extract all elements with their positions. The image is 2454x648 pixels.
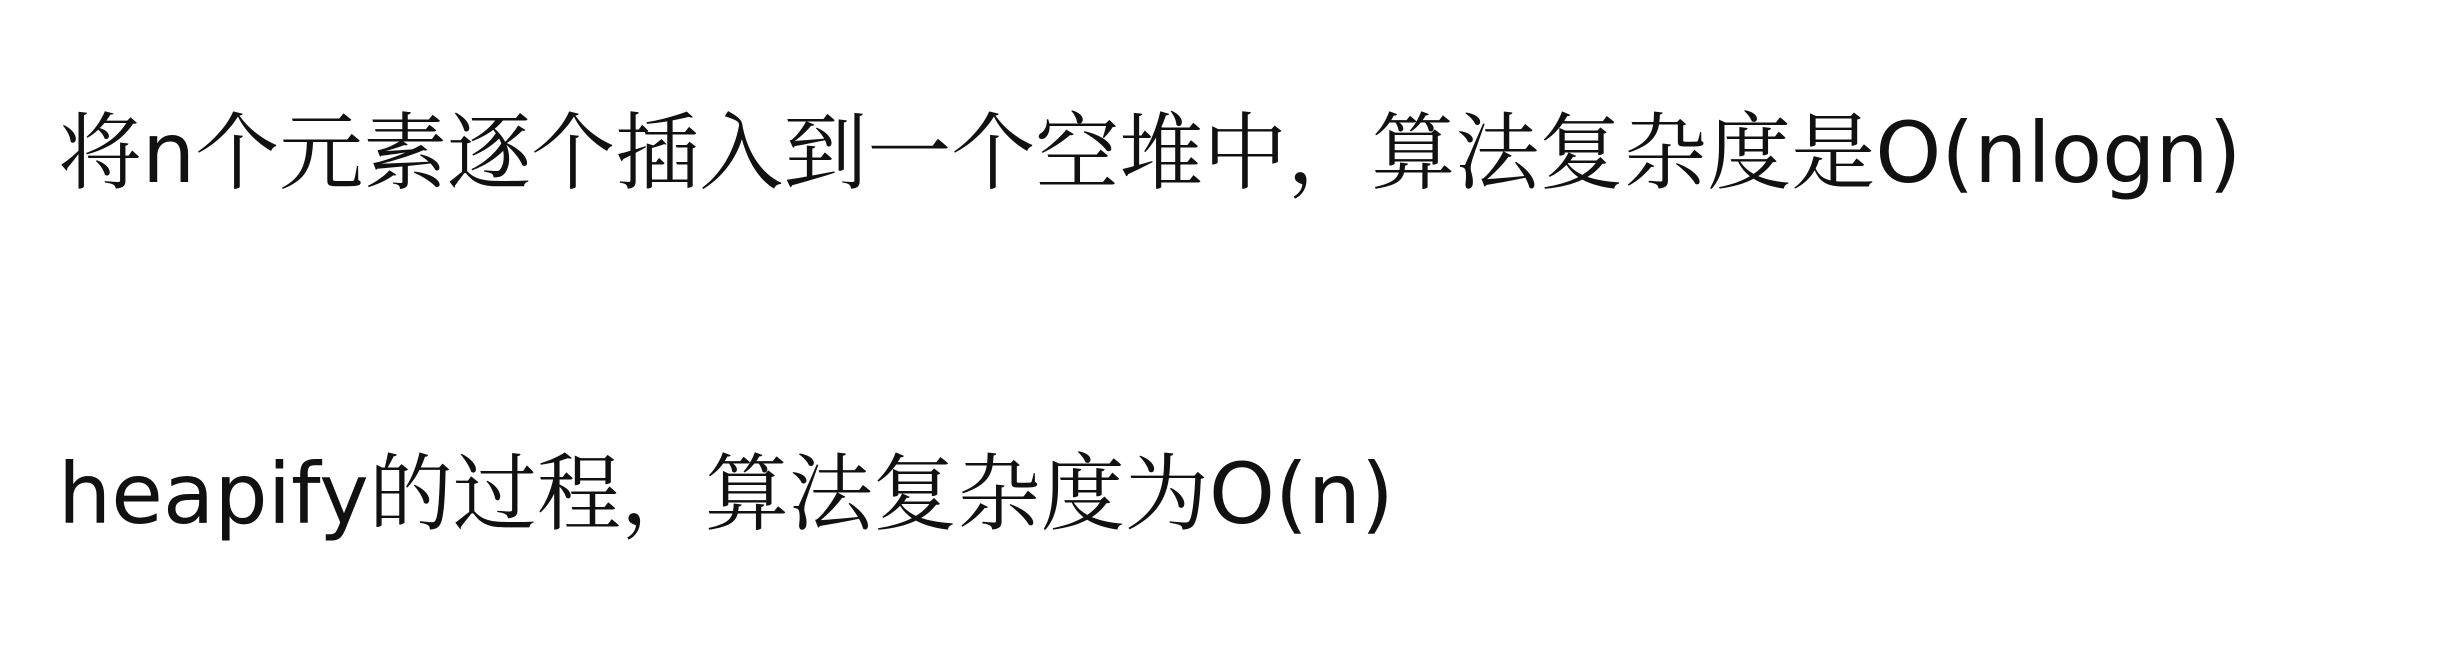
statement-heapify-complexity: heapify的过程，算法复杂度为O(n) xyxy=(58,445,1394,543)
statement-insert-complexity: 将n个元素逐个插入到一个空堆中，算法复杂度是O(nlogn) xyxy=(58,104,2242,202)
